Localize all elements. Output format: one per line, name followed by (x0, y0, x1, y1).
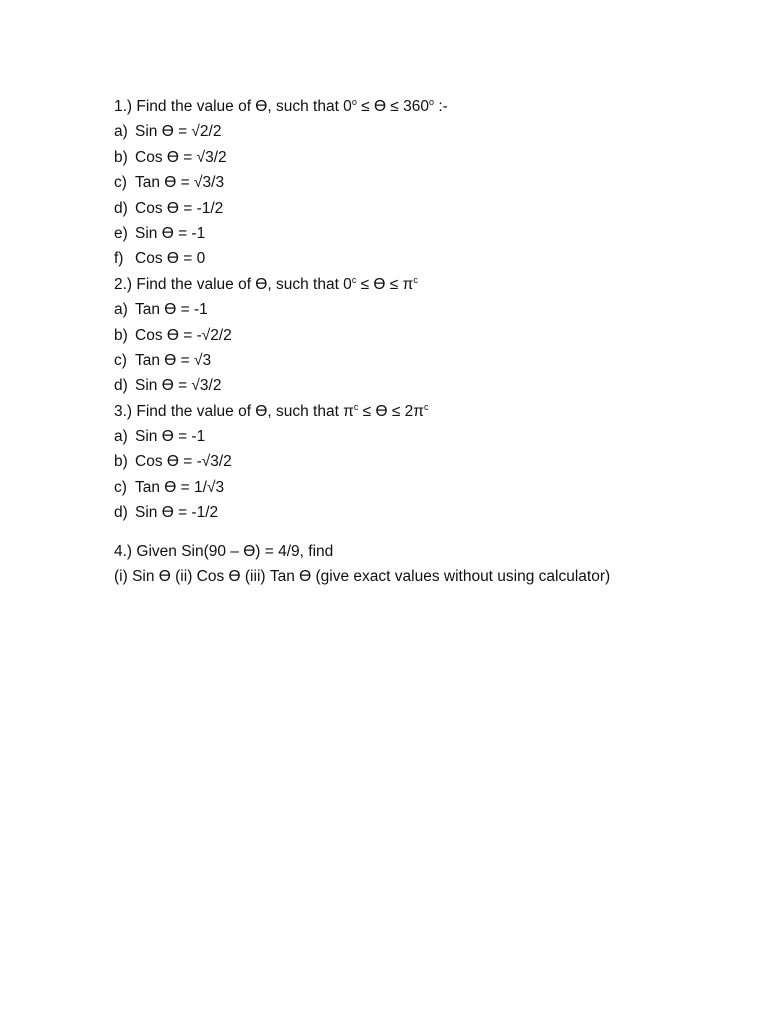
question-2-item-a (114, 297, 734, 322)
list-marker: a) (114, 123, 128, 141)
heading-text: ≤ ϴ ≤ 360 (356, 98, 429, 115)
list-marker: b) (114, 148, 128, 166)
list-item-text: Tan ϴ = √3/3 (135, 174, 225, 192)
list-item-text: Cos ϴ = √3/2 (135, 148, 227, 166)
question-3-item-c (114, 475, 734, 500)
list-marker: c) (114, 478, 127, 496)
list-marker: b) (114, 453, 128, 471)
radian-symbol: c (424, 401, 429, 412)
degree-symbol: o (429, 97, 435, 107)
list-marker: c) (114, 351, 127, 369)
question-3-item-a (114, 424, 734, 449)
list-marker: c) (114, 174, 127, 192)
worksheet-content (114, 94, 734, 589)
list-item-text: Cos ϴ = -√3/2 (135, 453, 232, 471)
radian-symbol: c (353, 401, 359, 412)
list-item-text: Sin ϴ = -1 (135, 428, 206, 446)
list-item-text: Tan ϴ = √3 (135, 351, 212, 369)
paragraph-spacing (114, 526, 734, 539)
question-2-item-d (114, 373, 734, 398)
question-1-heading (114, 94, 734, 119)
degree-symbol: o (351, 97, 357, 107)
question-4-parts: (i) Sin ϴ (ii) Cos ϴ (iii) Tan ϴ (give exact values without using calculator) (114, 568, 611, 586)
list-item-text: Cos ϴ = -1/2 (135, 199, 224, 217)
list-marker: f) (114, 250, 124, 268)
question-3-item-b (114, 449, 734, 474)
question-2-heading (114, 272, 734, 297)
list-item-text: Sin ϴ = √3/2 (135, 377, 222, 395)
heading-text: ≤ ϴ ≤ 2π (358, 402, 424, 420)
heading-text: :- (434, 98, 448, 115)
question-1-item-e (114, 221, 734, 246)
list-marker: a) (114, 301, 128, 319)
question-1-item-a (114, 119, 734, 144)
radian-symbol: c (351, 274, 357, 285)
list-item-text: Sin ϴ = √2/2 (135, 123, 222, 141)
question-4-heading: 4.) Given Sin(90 – ϴ) = 4/9, find (114, 542, 334, 560)
heading-text: 1.) Find the value of ϴ, such that 0 (114, 98, 352, 115)
list-item-text: Tan ϴ = 1/√3 (135, 478, 225, 496)
question-3-item-d (114, 500, 734, 525)
list-item-text: Sin ϴ = -1/2 (135, 504, 219, 522)
list-marker: d) (114, 377, 128, 395)
heading-text: ≤ ϴ ≤ π (356, 275, 414, 293)
question-2-item-b (114, 323, 734, 348)
question-3-heading (114, 399, 734, 424)
question-2-item-c (114, 348, 734, 373)
list-item-text: Sin ϴ = -1 (135, 224, 206, 242)
list-marker: a) (114, 428, 128, 446)
heading-text: 3.) Find the value of ϴ, such that π (114, 402, 354, 420)
list-marker: e) (114, 224, 128, 242)
list-marker: d) (114, 504, 128, 522)
radian-symbol: c (413, 274, 418, 285)
list-item-text: Cos ϴ = -√2/2 (135, 326, 232, 344)
question-1-item-d (114, 196, 734, 221)
list-marker: b) (114, 326, 128, 344)
question-1-item-f (114, 246, 734, 271)
list-item-text: Tan ϴ = -1 (135, 301, 208, 319)
heading-text: 2.) Find the value of ϴ, such that 0 (114, 275, 352, 293)
list-item-text: Cos ϴ = 0 (135, 250, 206, 268)
list-marker: d) (114, 199, 128, 217)
question-1-item-b (114, 145, 734, 170)
question-1-item-c (114, 170, 734, 195)
